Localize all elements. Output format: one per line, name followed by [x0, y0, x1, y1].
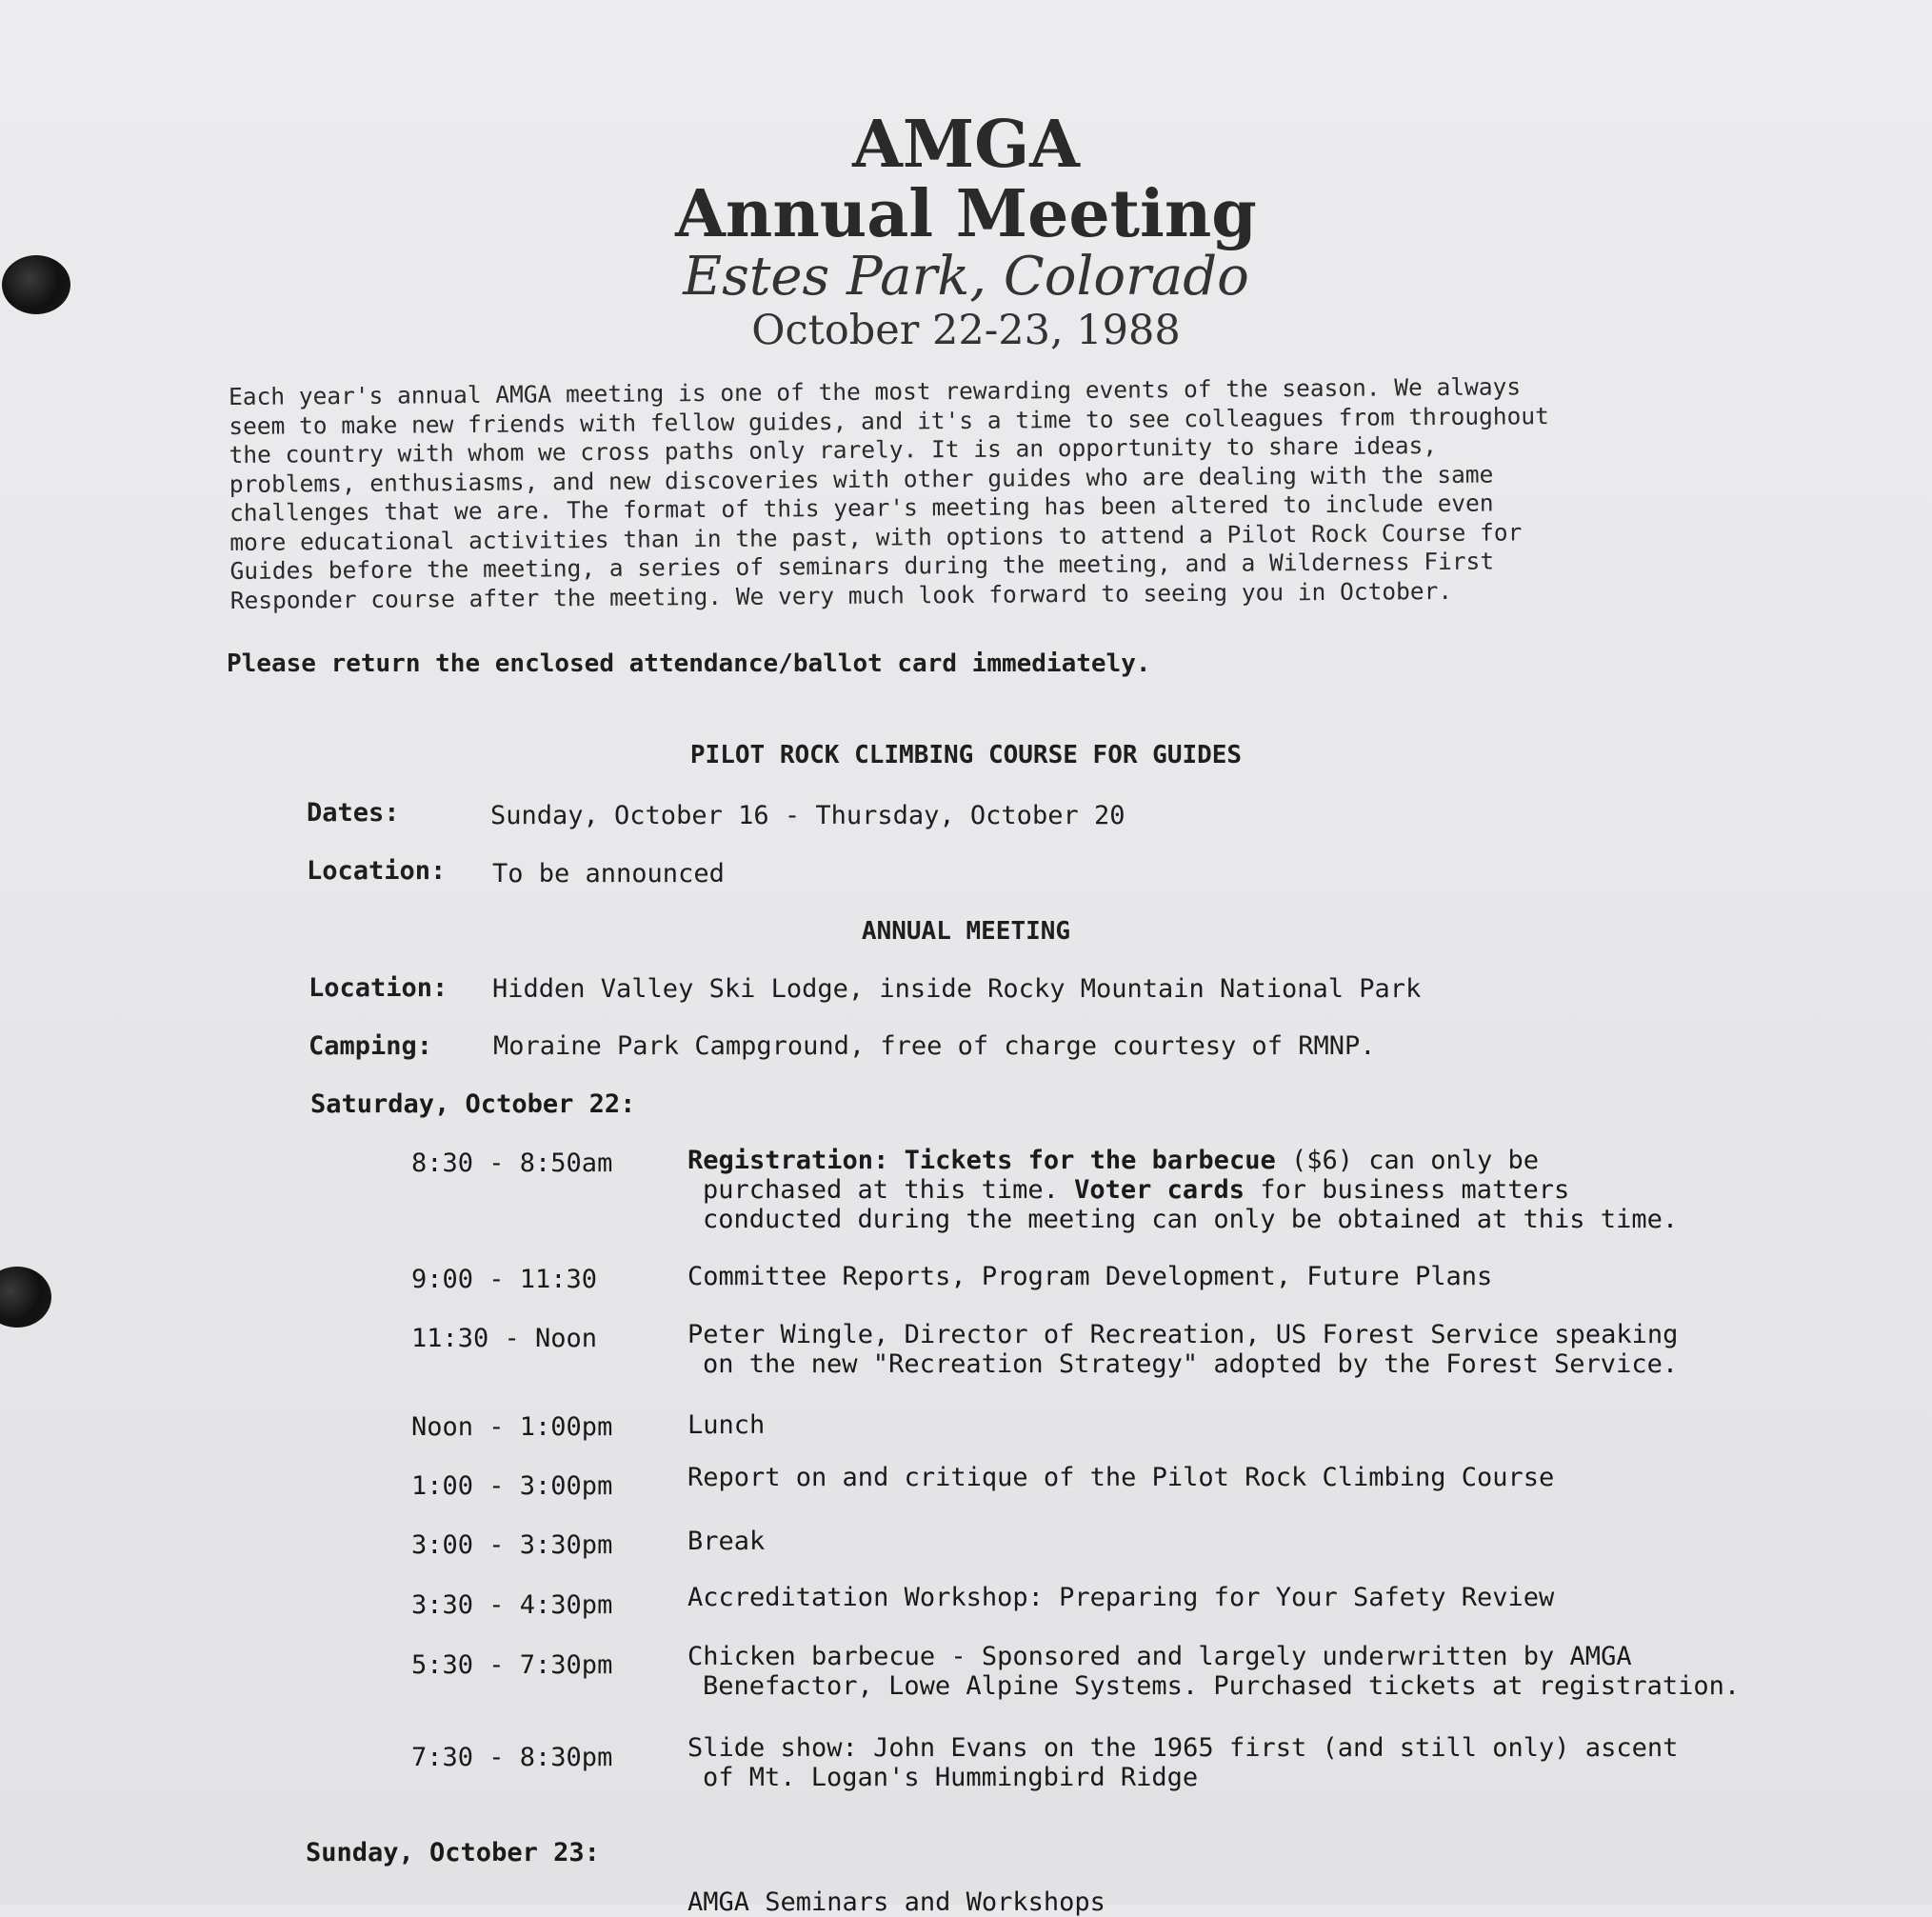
- intro-line: seem to make new friends with fellow guides, and it's a time to see colleagues from throughout: [229, 401, 1549, 440]
- meeting-location-value: Hidden Valley Ski Lodge, inside Rocky Mountain National Park: [492, 974, 1422, 1004]
- intro-line: Responder course after the meeting. We very much look forward to seeing you in October.: [229, 576, 1453, 614]
- schedule-time: 3:00 - 3:30pm: [411, 1530, 613, 1560]
- schedule-time: 3:30 - 4:30pm: [411, 1590, 613, 1620]
- sunday-label: Sunday, October 23:: [306, 1838, 600, 1867]
- binder-hole-middle: [0, 1267, 51, 1328]
- registration-text: purchased at this time.: [703, 1175, 1075, 1205]
- registration-text: ($6) can only be: [1275, 1146, 1540, 1175]
- intro-line: more educational activities than in the past, with options to attend a Pilot Rock Course for: [229, 517, 1523, 556]
- schedule-desc: Report on and critique of the Pilot Rock Climbing Course: [687, 1463, 1555, 1492]
- schedule-item-lunch: [687, 1410, 765, 1440]
- schedule-desc: AMGA Seminars and Workshops: [687, 1887, 1105, 1917]
- schedule-desc: of Mt. Logan's Hummingbird Ridge: [703, 1763, 1199, 1792]
- schedule-item-committee: [687, 1262, 1492, 1291]
- event-place: Estes Park, Colorado: [683, 246, 1249, 308]
- intro-paragraph: [229, 371, 1716, 615]
- event-title: Annual Meeting: [675, 176, 1257, 252]
- pilot-dates-label: Dates:: [307, 798, 400, 828]
- intro-line: challenges that we are. The format of this year's meeting has been altered to include even: [229, 489, 1494, 527]
- event-dates: October 22-23, 1988: [751, 307, 1181, 354]
- schedule-item-break: [687, 1527, 765, 1556]
- voter-cards-emphasis: Voter cards: [1074, 1175, 1245, 1205]
- org-title: AMGA: [852, 107, 1080, 183]
- intro-line: problems, enthusiasms, and new discoveries with other guides who are dealing with the same: [229, 460, 1494, 498]
- schedule-time: 7:30 - 8:30pm: [411, 1743, 613, 1772]
- camping-label: Camping:: [309, 1031, 433, 1061]
- registration-text: conducted during the meeting can only be obtained at this time.: [703, 1205, 1679, 1234]
- schedule-time: 9:00 - 11:30: [411, 1265, 598, 1294]
- schedule-desc: Accreditation Workshop: Preparing for Your Safety Review: [687, 1583, 1555, 1612]
- intro-line: the country with whom we cross paths only rarely. It is an opportunity to share ideas,: [229, 431, 1438, 469]
- schedule-desc: on the new "Recreation Strategy" adopted by the Forest Service.: [703, 1349, 1679, 1379]
- schedule-item-seminars: [687, 1887, 1105, 1917]
- camping-value: Moraine Park Campground, free of charge courtesy of RMNP.: [493, 1031, 1376, 1061]
- registration-text: for business matters: [1244, 1175, 1570, 1205]
- annual-meeting-heading: ANNUAL MEETING: [861, 917, 1071, 946]
- schedule-item-barbecue: [687, 1642, 1740, 1701]
- schedule-time: 8:30 - 8:50am: [411, 1148, 613, 1178]
- intro-line: Each year's annual AMGA meeting is one of the most rewarding events of the season. We always: [229, 372, 1522, 410]
- pilot-rock-heading: PILOT ROCK CLIMBING COURSE FOR GUIDES: [689, 741, 1243, 769]
- schedule-item-critique: [687, 1463, 1554, 1492]
- schedule-desc: Lunch: [687, 1410, 766, 1440]
- schedule-item-slideshow: [687, 1733, 1678, 1792]
- schedule-item-registration: [687, 1146, 1678, 1234]
- schedule-desc: Slide show: John Evans on the 1965 first (and still only) ascent: [687, 1733, 1679, 1763]
- meeting-location-label: Location:: [309, 973, 448, 1003]
- schedule-desc: Peter Wingle, Director of Recreation, US Forest Service speaking: [687, 1320, 1679, 1349]
- schedule-desc: Benefactor, Lowe Alpine Systems. Purchased tickets at registration.: [703, 1671, 1741, 1701]
- schedule-item-speaker: [687, 1320, 1678, 1379]
- schedule-time: 11:30 - Noon: [411, 1324, 598, 1353]
- schedule-item-accreditation: [687, 1583, 1554, 1612]
- schedule-desc: Break: [687, 1527, 766, 1556]
- schedule-desc: Committee Reports, Program Development, Future Plans: [687, 1262, 1493, 1291]
- pilot-location-label: Location:: [307, 856, 447, 886]
- pilot-location-value: To be announced: [492, 859, 725, 889]
- pilot-dates-value: Sunday, October 16 - Thursday, October 20: [490, 801, 1125, 830]
- registration-emphasis: Registration: Tickets for the barbecue: [687, 1146, 1276, 1175]
- schedule-time: 1:00 - 3:00pm: [411, 1471, 613, 1501]
- schedule-time: Noon - 1:00pm: [411, 1412, 613, 1442]
- intro-line: Guides before the meeting, a series of seminars during the meeting, and a Wilderness First: [229, 547, 1495, 585]
- ballot-notice: Please return the enclosed attendance/ballot card immediately.: [227, 649, 1151, 678]
- saturday-label: Saturday, October 22:: [310, 1089, 636, 1119]
- schedule-time: 5:30 - 7:30pm: [411, 1650, 613, 1680]
- schedule-desc: Chicken barbecue - Sponsored and largely underwritten by AMGA: [687, 1642, 1632, 1671]
